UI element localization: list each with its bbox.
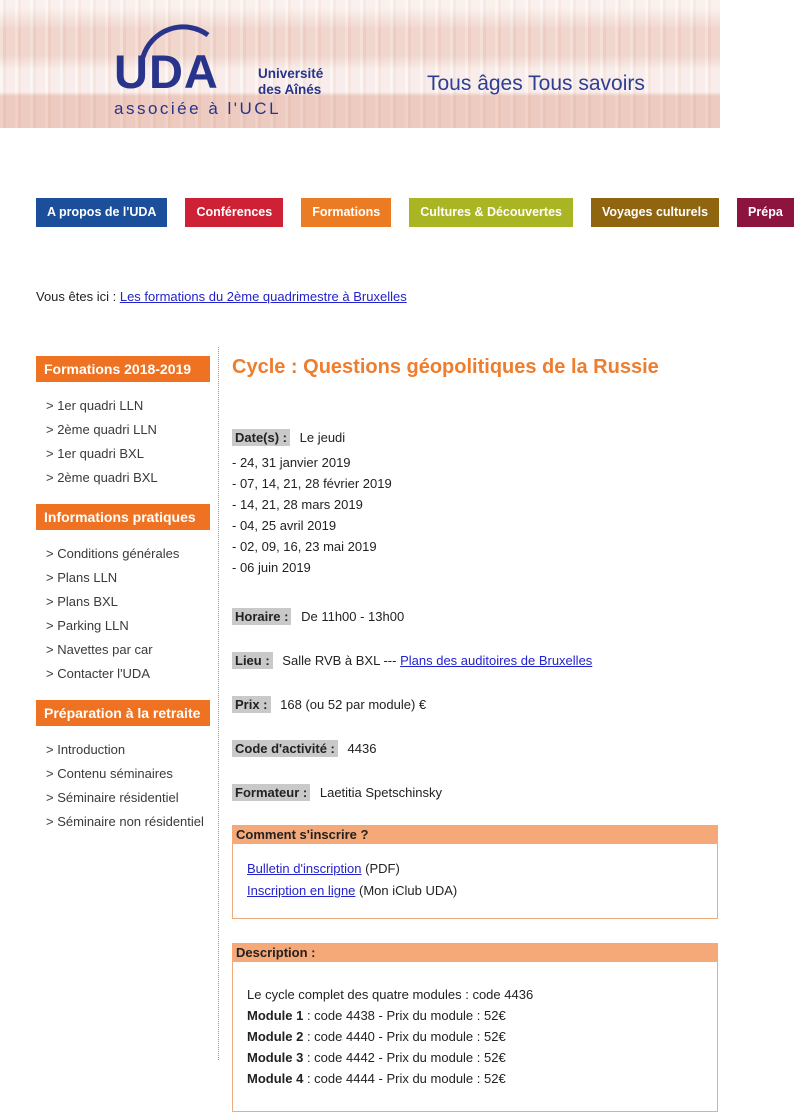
module-line <box>247 1068 707 1089</box>
horaire-label: Horaire : <box>232 608 291 625</box>
plans-auditoires-link[interactable]: Plans des auditoires de Bruxelles <box>400 653 593 668</box>
sidebar-header-preparation-retraite: Préparation à la retraite <box>36 700 210 726</box>
nav-preparation-retraite[interactable]: Prépa <box>737 198 794 227</box>
date-line: - 04, 25 avril 2019 <box>232 518 337 533</box>
module-line <box>247 1026 707 1047</box>
prix-value: 168 (ou 52 par module) € <box>280 697 427 712</box>
formateur-label: Formateur : <box>232 784 310 801</box>
code-activite-value: 4436 <box>347 741 377 756</box>
sidebar-item-1er-quadri-lln[interactable]: > 1er quadri LLN <box>46 398 144 413</box>
sidebar-item-2eme-quadri-lln[interactable]: > 2ème quadri LLN <box>46 422 157 437</box>
prix-label: Prix : <box>232 696 271 713</box>
inscription-en-ligne-suffix: (Mon iClub UDA) <box>355 883 458 898</box>
nav-formations[interactable]: Formations <box>301 198 391 227</box>
logo-org-name <box>258 66 323 98</box>
module-name: Module 1 <box>247 1008 304 1023</box>
main-nav <box>0 198 783 227</box>
sidebar-item-plans-lln[interactable]: > Plans LLN <box>46 570 118 585</box>
horaire-value: De 11h00 - 13h00 <box>301 609 405 624</box>
logo-association: associée à l'UCL <box>114 99 282 118</box>
breadcrumb <box>36 289 720 304</box>
date-line: - 24, 31 janvier 2019 <box>232 455 351 470</box>
sidebar-list-preparation-retraite <box>36 726 210 848</box>
dates-label: Date(s) : <box>232 429 290 446</box>
inscription-title: Comment s'inscrire ? <box>232 825 718 844</box>
module-rest: : code 4440 - Prix du module : 52€ <box>303 1029 506 1044</box>
description-box <box>232 962 718 1112</box>
sidebar-list-infos-pratiques <box>36 530 210 700</box>
bulletin-inscription-suffix: (PDF) <box>361 861 400 876</box>
nav-conferences[interactable]: Conférences <box>185 198 283 227</box>
date-line: - 07, 14, 21, 28 février 2019 <box>232 476 392 491</box>
module-name: Module 4 <box>247 1071 304 1086</box>
breadcrumb-prefix: Vous êtes ici : <box>36 289 117 304</box>
sidebar-separator <box>210 347 219 1060</box>
sidebar-item-parking-lln[interactable]: > Parking LLN <box>46 618 129 633</box>
bulletin-inscription-line <box>247 858 707 880</box>
date-line: - 06 juin 2019 <box>232 560 311 575</box>
uda-logo: UDA <box>114 45 219 98</box>
description-intro: Le cycle complet des quatre modules : code 4436 <box>247 987 534 1002</box>
sidebar-header-formations: Formations 2018-2019 <box>36 356 210 382</box>
sidebar-item-contenu-seminaires[interactable]: > Contenu séminaires <box>46 766 173 781</box>
content-area <box>0 347 720 1086</box>
description-title: Description : <box>232 943 718 962</box>
formateur-row <box>232 784 718 801</box>
nav-voyages-culturels[interactable]: Voyages culturels <box>591 198 719 227</box>
sidebar-item-plans-bxl[interactable]: > Plans BXL <box>46 594 118 609</box>
sidebar-item-introduction[interactable]: > Introduction <box>46 742 126 757</box>
dates-list <box>232 452 718 578</box>
logo-org-line1: Université <box>258 66 324 81</box>
formateur-value: Laetitia Spetschinsky <box>319 785 442 800</box>
logo-org-line2: des Aînés <box>258 82 322 97</box>
sidebar-item-navettes-par-car[interactable]: > Navettes par car <box>46 642 153 657</box>
dates-value: Le jeudi <box>299 430 346 445</box>
nav-a-propos[interactable]: A propos de l'UDA <box>36 198 167 227</box>
inscription-section <box>232 825 718 919</box>
inscription-box <box>232 844 718 919</box>
breadcrumb-link[interactable]: Les formations du 2ème quadrimestre à Bruxelles <box>119 289 407 304</box>
bulletin-inscription-link[interactable]: Bulletin d'inscription <box>247 861 362 876</box>
sidebar-item-seminaire-non-residentiel[interactable]: > Séminaire non résidentiel <box>46 814 204 829</box>
sidebar-item-2eme-quadri-bxl[interactable]: > 2ème quadri BXL <box>46 470 158 485</box>
description-section <box>232 943 718 1112</box>
inscription-en-ligne-line <box>247 880 707 902</box>
date-line: - 02, 09, 16, 23 mai 2019 <box>232 539 377 554</box>
sidebar <box>36 347 210 1060</box>
nav-cultures-decouvertes[interactable]: Cultures & Découvertes <box>409 198 573 227</box>
date-line: - 14, 21, 28 mars 2019 <box>232 497 363 512</box>
module-name: Module 3 <box>247 1050 304 1065</box>
module-line <box>247 1047 707 1068</box>
module-rest: : code 4442 - Prix du module : 52€ <box>303 1050 506 1065</box>
dates-row <box>232 429 718 578</box>
sidebar-header-infos-pratiques: Informations pratiques <box>36 504 210 530</box>
inscription-en-ligne-link[interactable]: Inscription en ligne <box>247 883 356 898</box>
page-title: Cycle : Questions géopolitiques de la Russie <box>232 356 659 378</box>
sidebar-item-conditions-generales[interactable]: > Conditions générales <box>46 546 180 561</box>
code-activite-row <box>232 740 718 757</box>
main-column <box>219 347 720 1086</box>
sidebar-item-seminaire-residentiel[interactable]: > Séminaire résidentiel <box>46 790 179 805</box>
site-tagline: Tous âges Tous savoirs <box>427 72 645 95</box>
lieu-row <box>232 652 718 669</box>
module-line <box>247 1005 707 1026</box>
module-rest: : code 4438 - Prix du module : 52€ <box>303 1008 506 1023</box>
prix-row <box>232 696 718 713</box>
lieu-label: Lieu : <box>232 652 273 669</box>
sidebar-item-1er-quadri-bxl[interactable]: > 1er quadri BXL <box>46 446 144 461</box>
sidebar-item-contacter-uda[interactable]: > Contacter l'UDA <box>46 666 150 681</box>
sidebar-list-formations <box>36 382 210 504</box>
code-activite-label: Code d'activité : <box>232 740 338 757</box>
module-rest: : code 4444 - Prix du module : 52€ <box>303 1071 506 1086</box>
module-name: Module 2 <box>247 1029 304 1044</box>
horaire-row <box>232 608 718 625</box>
header-banner <box>0 0 720 128</box>
lieu-value: Salle RVB à BXL --- <box>282 653 397 668</box>
